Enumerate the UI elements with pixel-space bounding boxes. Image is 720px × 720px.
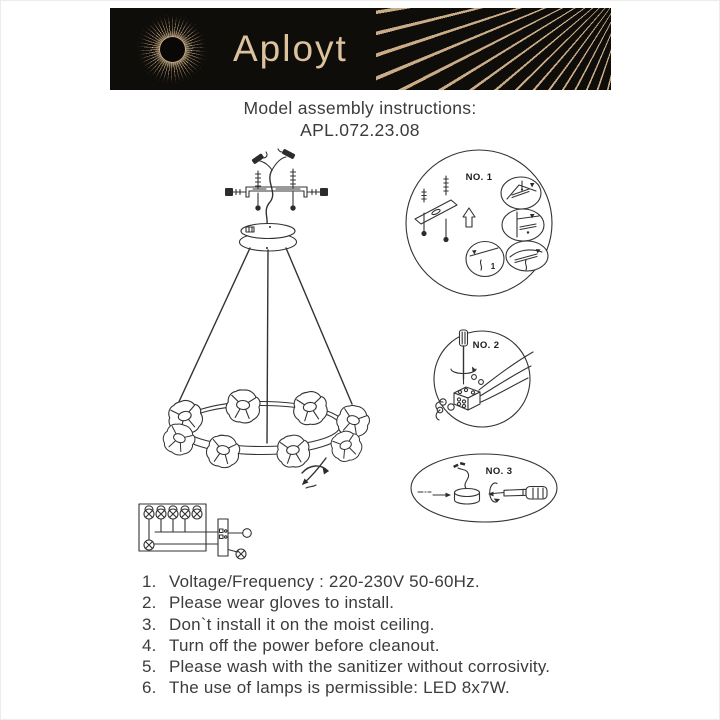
page-title: Model assembly instructions: [243, 98, 477, 118]
detail-no1-label: NO. 1 [465, 172, 493, 183]
instruction-list [142, 571, 612, 699]
instruction-number: 5. [142, 657, 157, 677]
instruction-text: Don`t install it on the moist ceiling. [169, 614, 435, 634]
instruction-number: 1. [142, 572, 157, 591]
sunburst-logo-icon [138, 15, 206, 83]
rotation-arrow-icon [302, 458, 329, 488]
lamp-shade [275, 434, 311, 469]
instruction-item [142, 635, 612, 656]
instruction-item [142, 614, 612, 635]
instruction-item [142, 677, 612, 698]
no1-bracket [415, 176, 457, 242]
no1-inset-number: 1 [490, 262, 496, 271]
assembly-diagram [100, 140, 620, 580]
lamp-shade [291, 390, 329, 427]
instruction-text: Voltage/Frequency : 220-230V 50-60Hz. [169, 572, 480, 591]
up-arrow-icon [463, 208, 475, 227]
detail-no1 [406, 150, 552, 296]
instruction-text: The use of lamps is permissible: LED 8x7W. [169, 678, 510, 698]
brand-wordmark: Aployt [233, 28, 348, 69]
no3-screwdriver [490, 483, 547, 503]
instruction-text: Turn off the power before cleanout. [169, 635, 440, 655]
junction-circle [243, 529, 252, 538]
model-number: APL.072.23.08 [300, 120, 420, 140]
lamp-shades [159, 389, 373, 470]
ceiling-canopy [240, 224, 297, 252]
instruction-number: 4. [142, 635, 157, 655]
instruction-number: 3. [142, 614, 157, 634]
title-block [0, 97, 720, 141]
instruction-item [142, 592, 612, 613]
no3-canopy [453, 462, 479, 504]
rays-decoration-icon [376, 8, 611, 90]
instruction-number: 6. [142, 678, 157, 698]
detail-no2-label: NO. 2 [472, 340, 500, 351]
brand-banner [110, 8, 611, 90]
detail-no2 [434, 330, 533, 427]
no1-step-circles [466, 177, 548, 277]
lamp-shade [225, 389, 261, 424]
detail-no3 [411, 454, 557, 522]
wire-connectors [251, 149, 295, 170]
chandelier-figure [159, 149, 373, 488]
terminal-box [218, 519, 251, 556]
instruction-text: Please wear gloves to install. [169, 593, 395, 613]
hanging-cable [266, 170, 273, 224]
detail-no3-label: NO. 3 [485, 466, 513, 477]
lamp-shade [204, 433, 242, 470]
instruction-item [142, 571, 612, 592]
instruction-item [142, 656, 612, 677]
mounting-bracket [225, 169, 328, 211]
instruction-text: Please wash with the sanitizer without corrosivity. [169, 657, 551, 677]
sunburst-core [159, 36, 186, 63]
no2-terminal-block [454, 387, 480, 410]
instruction-number: 2. [142, 593, 157, 613]
vertical-screws [255, 169, 295, 211]
wiring-schematic [139, 504, 251, 559]
